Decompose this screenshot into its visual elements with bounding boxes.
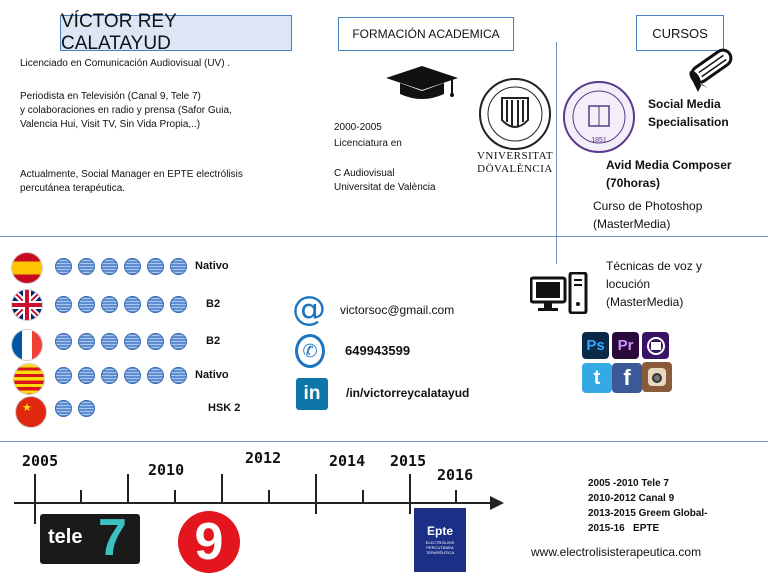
bio-line-2a: Periodista en Televisión (Canal 9, Tele 7) — [20, 91, 201, 102]
horizontal-divider-top — [0, 236, 768, 237]
contact-phone[interactable]: 649943599 — [345, 343, 411, 358]
level-bubble — [55, 258, 72, 275]
level-bubble — [124, 258, 141, 275]
course-1b: Specialisation — [648, 115, 729, 129]
name-title: VÍCTOR REY CALATAYUD — [61, 11, 177, 54]
formacion-header — [338, 17, 514, 51]
uk-flag-icon — [12, 290, 42, 320]
education-degree-b: C Audiovisual — [334, 168, 395, 179]
timeline-year-2005: 2005 — [22, 452, 59, 470]
language-level-label: B2 — [206, 335, 221, 347]
course-2b: (70horas) — [606, 176, 661, 190]
name-header — [60, 11, 292, 54]
timeline-tick — [455, 490, 457, 504]
level-bubble — [124, 296, 141, 313]
education-degree-a: Licenciatura en — [334, 138, 402, 149]
epte-logo-sub1: ELECTRÓLISIS — [425, 540, 455, 545]
level-bubble — [55, 400, 72, 417]
universitat-valencia-logo — [474, 76, 556, 176]
email-icon: @ — [292, 289, 326, 329]
contact-email[interactable]: victorsoc@gmail.com — [340, 303, 455, 317]
language-level-label: Nativo — [195, 369, 229, 381]
level-bubble — [170, 333, 187, 350]
level-bubble — [170, 258, 187, 275]
level-bubble — [147, 296, 164, 313]
level-bubble — [147, 367, 164, 384]
timeline-tick — [34, 474, 36, 524]
contact-linkedin[interactable]: /in/victorreycalatayud — [346, 386, 470, 400]
bio-line-3b: percutánea terapéutica. — [20, 183, 126, 194]
horizontal-divider-bottom — [0, 441, 768, 442]
timeline-tick — [127, 474, 129, 504]
epte-logo-name: Epte — [426, 524, 453, 538]
video-editor-icon — [642, 332, 669, 359]
level-bubble — [55, 367, 72, 384]
career-item-4: 2015-16 EPTE — [588, 523, 660, 534]
epte-logo-sub2: PERCUTÁNEA — [426, 545, 454, 550]
bio-line-3a: Actualmente, Social Manager en EPTE electrólisis — [20, 169, 243, 180]
instagram-icon — [642, 362, 672, 392]
catalonia-flag-icon — [14, 364, 44, 394]
level-bubble — [55, 296, 72, 313]
svg-text:★: ★ — [22, 401, 32, 414]
france-flag-icon — [12, 330, 42, 360]
bio-line-2b: y colaboraciones en radio y prensa (Safor Guia, — [20, 105, 232, 116]
education-degree-c: Universitat de València — [334, 182, 436, 193]
twitter-icon: t — [582, 363, 612, 393]
level-bubble — [101, 296, 118, 313]
northwestern-seal — [562, 80, 636, 154]
timeline-tick — [221, 474, 223, 504]
spain-flag-icon — [12, 253, 42, 283]
level-bubble — [78, 258, 95, 275]
timeline-tick — [409, 474, 411, 514]
facebook-icon: f — [612, 363, 642, 393]
language-level-label: B2 — [206, 298, 221, 310]
course-1a: Social Media — [648, 97, 721, 111]
timeline-year-2012: 2012 — [245, 449, 282, 467]
course-4a: Técnicas de voz y — [606, 259, 703, 273]
premiere-icon: Pr — [612, 332, 639, 359]
level-bubble — [55, 333, 72, 350]
level-bubble — [170, 296, 187, 313]
education-years: 2000-2005 — [334, 122, 382, 133]
seal-year: 1851 — [591, 137, 607, 144]
photoshop-icon: Ps — [582, 332, 609, 359]
cursos-title: CURSOS — [652, 25, 708, 41]
level-bubble — [101, 258, 118, 275]
timeline-tick — [315, 474, 317, 514]
timeline-tick — [174, 490, 176, 504]
level-bubble — [124, 333, 141, 350]
timeline-axis — [14, 502, 492, 504]
china-flag-icon — [16, 397, 46, 427]
level-bubble — [170, 367, 187, 384]
level-bubble — [78, 367, 95, 384]
course-4c: (MasterMedia) — [606, 295, 684, 309]
vertical-divider — [556, 42, 557, 264]
linkedin-icon: in — [296, 378, 328, 410]
language-level-label: HSK 2 — [208, 402, 241, 414]
bio-line-2c: Valencia Hui, Visit TV, Sin Vida Propia,..) — [20, 119, 201, 130]
bio-line-1: Licenciado en Comunicación Audiovisual (UV) . — [20, 58, 231, 69]
language-level-label: Nativo — [195, 260, 229, 272]
tele7-logo — [40, 509, 140, 567]
level-bubble — [147, 333, 164, 350]
career-item-2: 2010-2012 Canal 9 — [588, 493, 675, 504]
computer-icon — [530, 272, 588, 319]
epte-logo — [414, 508, 466, 572]
level-bubble — [124, 367, 141, 384]
timeline-year-2010: 2010 — [148, 461, 185, 479]
website-link[interactable]: www.electrolisisterapeutica.com — [531, 545, 702, 559]
timeline-tick — [362, 490, 364, 504]
level-bubble — [78, 296, 95, 313]
diploma-icon — [684, 42, 740, 97]
phone-icon: ✆ — [295, 334, 325, 368]
career-item-1: 2005 -2010 Tele 7 — [588, 478, 669, 489]
canal9-logo-number: 9 — [194, 513, 224, 571]
logo-line-1: VNIVERSITAT — [476, 150, 554, 162]
timeline-year-2014: 2014 — [329, 452, 366, 470]
timeline-year-2015: 2015 — [390, 452, 427, 470]
level-bubble — [78, 333, 95, 350]
graduation-cap-icon — [386, 66, 458, 107]
level-bubble — [147, 258, 164, 275]
level-bubble — [101, 367, 118, 384]
epte-logo-sub3: TERAPÉUTICA — [425, 550, 454, 555]
formacion-title: FORMACIÓN ACADEMICA — [352, 27, 500, 41]
course-2a: Avid Media Composer — [606, 158, 732, 172]
logo-line-2: DÖVALÈNCIA — [477, 163, 553, 175]
tele7-logo-number: 7 — [98, 509, 127, 567]
course-3a: Curso de Photoshop — [593, 199, 703, 213]
course-3b: (MasterMedia) — [593, 217, 671, 231]
tele7-logo-text: tele — [48, 526, 83, 548]
course-4b: locución — [606, 277, 651, 291]
timeline-tick — [80, 490, 82, 504]
level-bubble — [101, 333, 118, 350]
timeline-tick — [268, 490, 270, 504]
level-bubble — [78, 400, 95, 417]
timeline-arrowhead — [490, 496, 504, 510]
timeline-year-2016: 2016 — [437, 466, 474, 484]
canal9-logo — [178, 511, 240, 573]
career-item-3: 2013-2015 Greem Global- — [588, 508, 708, 519]
